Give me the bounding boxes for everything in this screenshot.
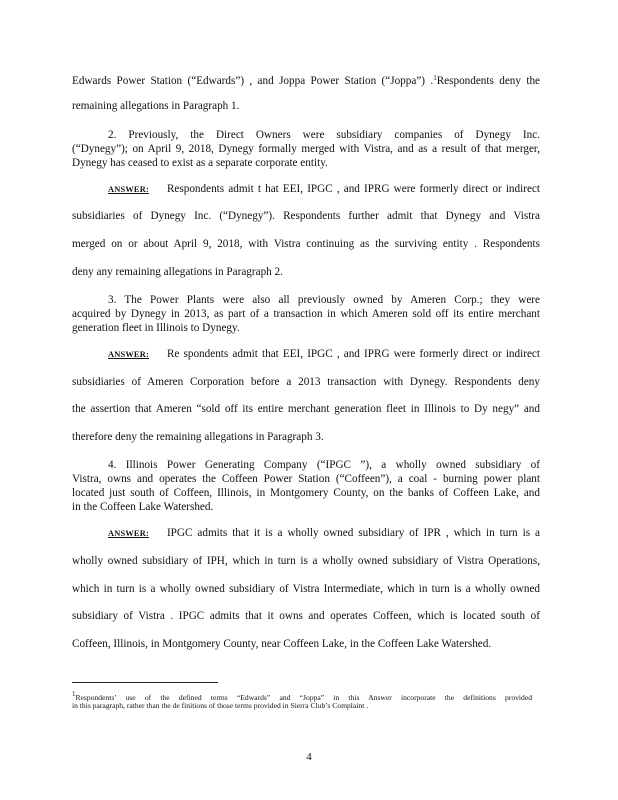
paragraph-1-line-1 [72,72,540,88]
footnote-reference[interactable]: 1 [433,74,437,82]
answer-2-line-1 [108,183,540,196]
footnote-separator [72,682,218,683]
paragraph-4-line-2: Vistra, owns and operates the Coffeen Power Station (“Coffeen”), a coal - burning power plant [72,473,540,485]
answer-2-line-2: subsidiaries of Dynegy Inc. (“Dynegy”). Respondents further admit that Dynegy and Vistra [72,210,540,222]
answer-label: ANSWER: [108,185,149,194]
paragraph-4-line-1: 4. Illinois Power Generating Company (“IPGC ”), a wholly owned subsidiary of [108,459,540,471]
paragraph-1-line-2: remaining allegations in Paragraph 1. [72,100,240,112]
page-number: 4 [306,751,312,763]
answer-4-line-1 [108,527,540,540]
paragraph-2-line-3: Dynegy has ceased to exist as a separate corporate entity. [72,157,328,169]
paragraph-3-line-3: generation fleet in Illinois to Dynegy. [72,322,240,334]
paragraph-1-text-end: Respondents deny the [436,75,541,87]
answer-4-text: IPGC admits that it is a wholly owned subsidiary of IPR , which in turn is a [166,527,540,539]
paragraph-4-line-3: located just south of Coffeen, Illinois, in Montgomery County, on the banks of Coffeen Lake, and [72,487,540,499]
answer-4-line-3: which in turn is a wholly owned subsidiary of Vistra Intermediate, which in turn is a wholly owned [72,583,540,595]
answer-3-line-4: therefore deny the remaining allegations in Paragraph 3. [72,431,324,443]
paragraph-3-line-1: 3. The Power Plants were also all previously owned by Ameren Corp.; they were [108,294,540,306]
footnote-mark: 1 [72,690,76,698]
paragraph-1-text: Edwards Power Station (“Edwards”) , and Joppa Power Station (“Joppa”) . [72,75,434,87]
paragraph-3-line-2: acquired by Dynegy in 2013, as part of a transaction in which Ameren sold off its entire merchant [72,308,540,320]
answer-3-line-3: the assertion that Ameren “sold off its entire merchant generation fleet in Illinois to Dy negy” and [72,403,540,415]
answer-3-text: Re spondents admit that EEI, IPGC , and IPRG were formerly direct or indirect [166,348,540,360]
answer-2-line-3: merged on or about April 9, 2018, with Vistra continuing as the surviving entity . Respondents [72,238,540,250]
answer-3-line-2: subsidiaries of Ameren Corporation before a 2013 transaction with Dynegy. Respondents deny [72,376,540,388]
answer-4-line-4: subsidiary of Vistra . IPGC admits that it owns and operates Coffeen, which is located south of [72,610,540,622]
answer-4-line-5: Coffeen, Illinois, in Montgomery County, near Coffeen Lake, in the Coffeen Lake Watershed. [72,638,492,650]
answer-label: ANSWER: [108,350,149,359]
answer-4-line-2: wholly owned subsidiary of IPH, which in turn is a wholly owned subsidiary of Vistra Operations, [72,555,540,567]
answer-label: ANSWER: [108,529,149,538]
paragraph-2-line-1: 2. Previously, the Direct Owners were subsidiary companies of Dynegy Inc. [108,129,540,141]
answer-3-line-1 [108,348,540,361]
footnote-line-2: in this paragraph, rather than the de finitions of those terms provided in Sierra Club’s Complaint . [72,701,369,710]
answer-2-line-4: deny any remaining allegations in Paragraph 2. [72,266,283,278]
answer-2-text: Respondents admit t hat EEI, IPGC , and IPRG were formerly direct or indirect [166,183,540,195]
paragraph-4-line-4: in the Coffeen Lake Watershed. [72,501,214,513]
footnote-text: Respondents’ use of the defined terms “Edwards” and “Joppa” in this Answer incorporate the definitions provided [75,693,532,702]
paragraph-2-line-2: (“Dynegy”); on April 9, 2018, Dynegy formally merged with Vistra, and as a result of that merger, [72,143,540,155]
